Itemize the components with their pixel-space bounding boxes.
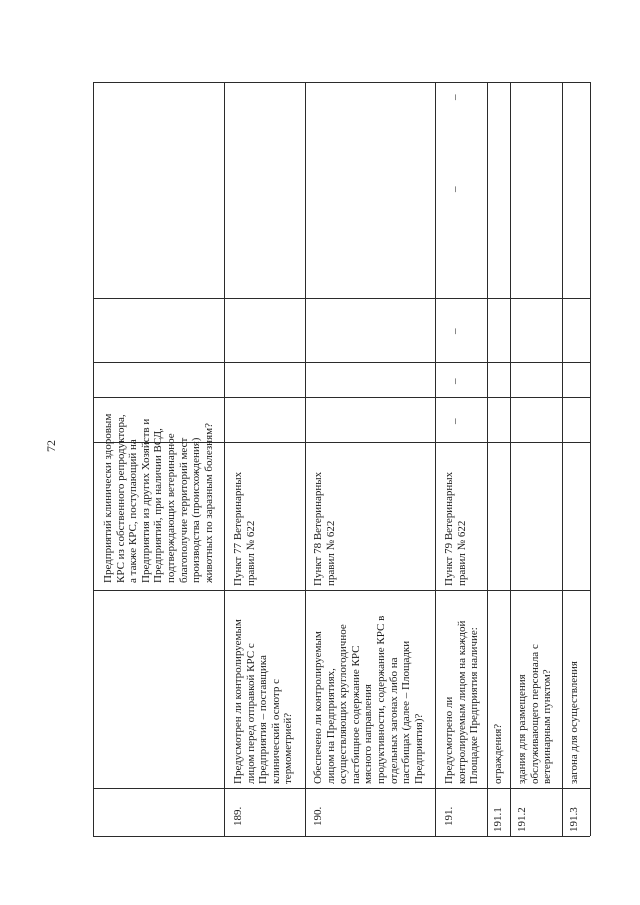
table-border-left (93, 82, 94, 836)
row191-2-num: 191.2 (516, 807, 528, 832)
col-sep-c (93, 298, 590, 299)
row191-mark-3: – (449, 328, 461, 334)
row191-mark-1: – (449, 418, 461, 424)
row191-mark-4: – (449, 186, 461, 192)
row191-reference: Пункт 79 Ветеринарных правил № 622 (443, 471, 468, 586)
row191-1-num: 191.1 (492, 807, 504, 832)
row191-3-num: 191.3 (568, 807, 580, 832)
row191-1-question: ограждения? (492, 723, 504, 784)
row190-reference: Пункт 78 Ветеринарных правил № 622 (312, 471, 337, 586)
row191-3-question: загона для осуществления (568, 661, 580, 784)
col-sep-a (93, 397, 590, 398)
row189-num: 189. (232, 806, 244, 826)
row-sep-5 (510, 82, 511, 836)
row-sep-1 (224, 82, 225, 836)
row-sep-6 (562, 82, 563, 836)
col-sep-num (93, 788, 590, 789)
table-border-bottom (93, 836, 590, 837)
row190-question: Обеспечено ли контролируемым лицом на Предприятиях, осуществляющих круглогодичное пастбищное содержание КРС мясного направления продуктивности, содержание КРС в отдельных загонах либо на пастбищах (далее – Площадки Предприятия)? (312, 615, 425, 784)
row191-mark-5: – (449, 94, 461, 100)
col-sep-b (93, 362, 590, 363)
row-sep-2 (305, 82, 306, 836)
row191-question: Предусмотрено ли контролируемым лицом на каждой Площадке Предприятия наличие: (443, 620, 481, 784)
page-number: 72 (44, 440, 58, 452)
row190-num: 190. (312, 806, 324, 826)
row191-2-question: здания для размещения обслуживающего персонала с ветеринарным пунктом? (516, 644, 554, 784)
row189-reference: Пункт 77 Ветеринарных правил № 622 (232, 471, 257, 586)
table-border-right (590, 82, 591, 836)
row189-question: Предусмотрен ли контролируемым лицом перед отправкой КРС с Предприятия – поставщика клинический осмотр с термометрией? (232, 619, 295, 784)
row0-question: Предприятий клинически здоровым КРС из собственного репродуктора, а также КРС, поступающий на Предприятия из других Хозяйств и Предприятий, при наличии ВСД, подтверждающих ветеринарное благополучие территорий мест производства (происхождения) животных по заразным болезням? (102, 413, 215, 583)
row-sep-4 (487, 82, 488, 836)
row-sep-3 (435, 82, 436, 836)
row191-mark-2: – (449, 378, 461, 384)
row191-num: 191. (443, 806, 455, 826)
col-sep-question (93, 590, 590, 591)
table-border-top (93, 82, 590, 83)
